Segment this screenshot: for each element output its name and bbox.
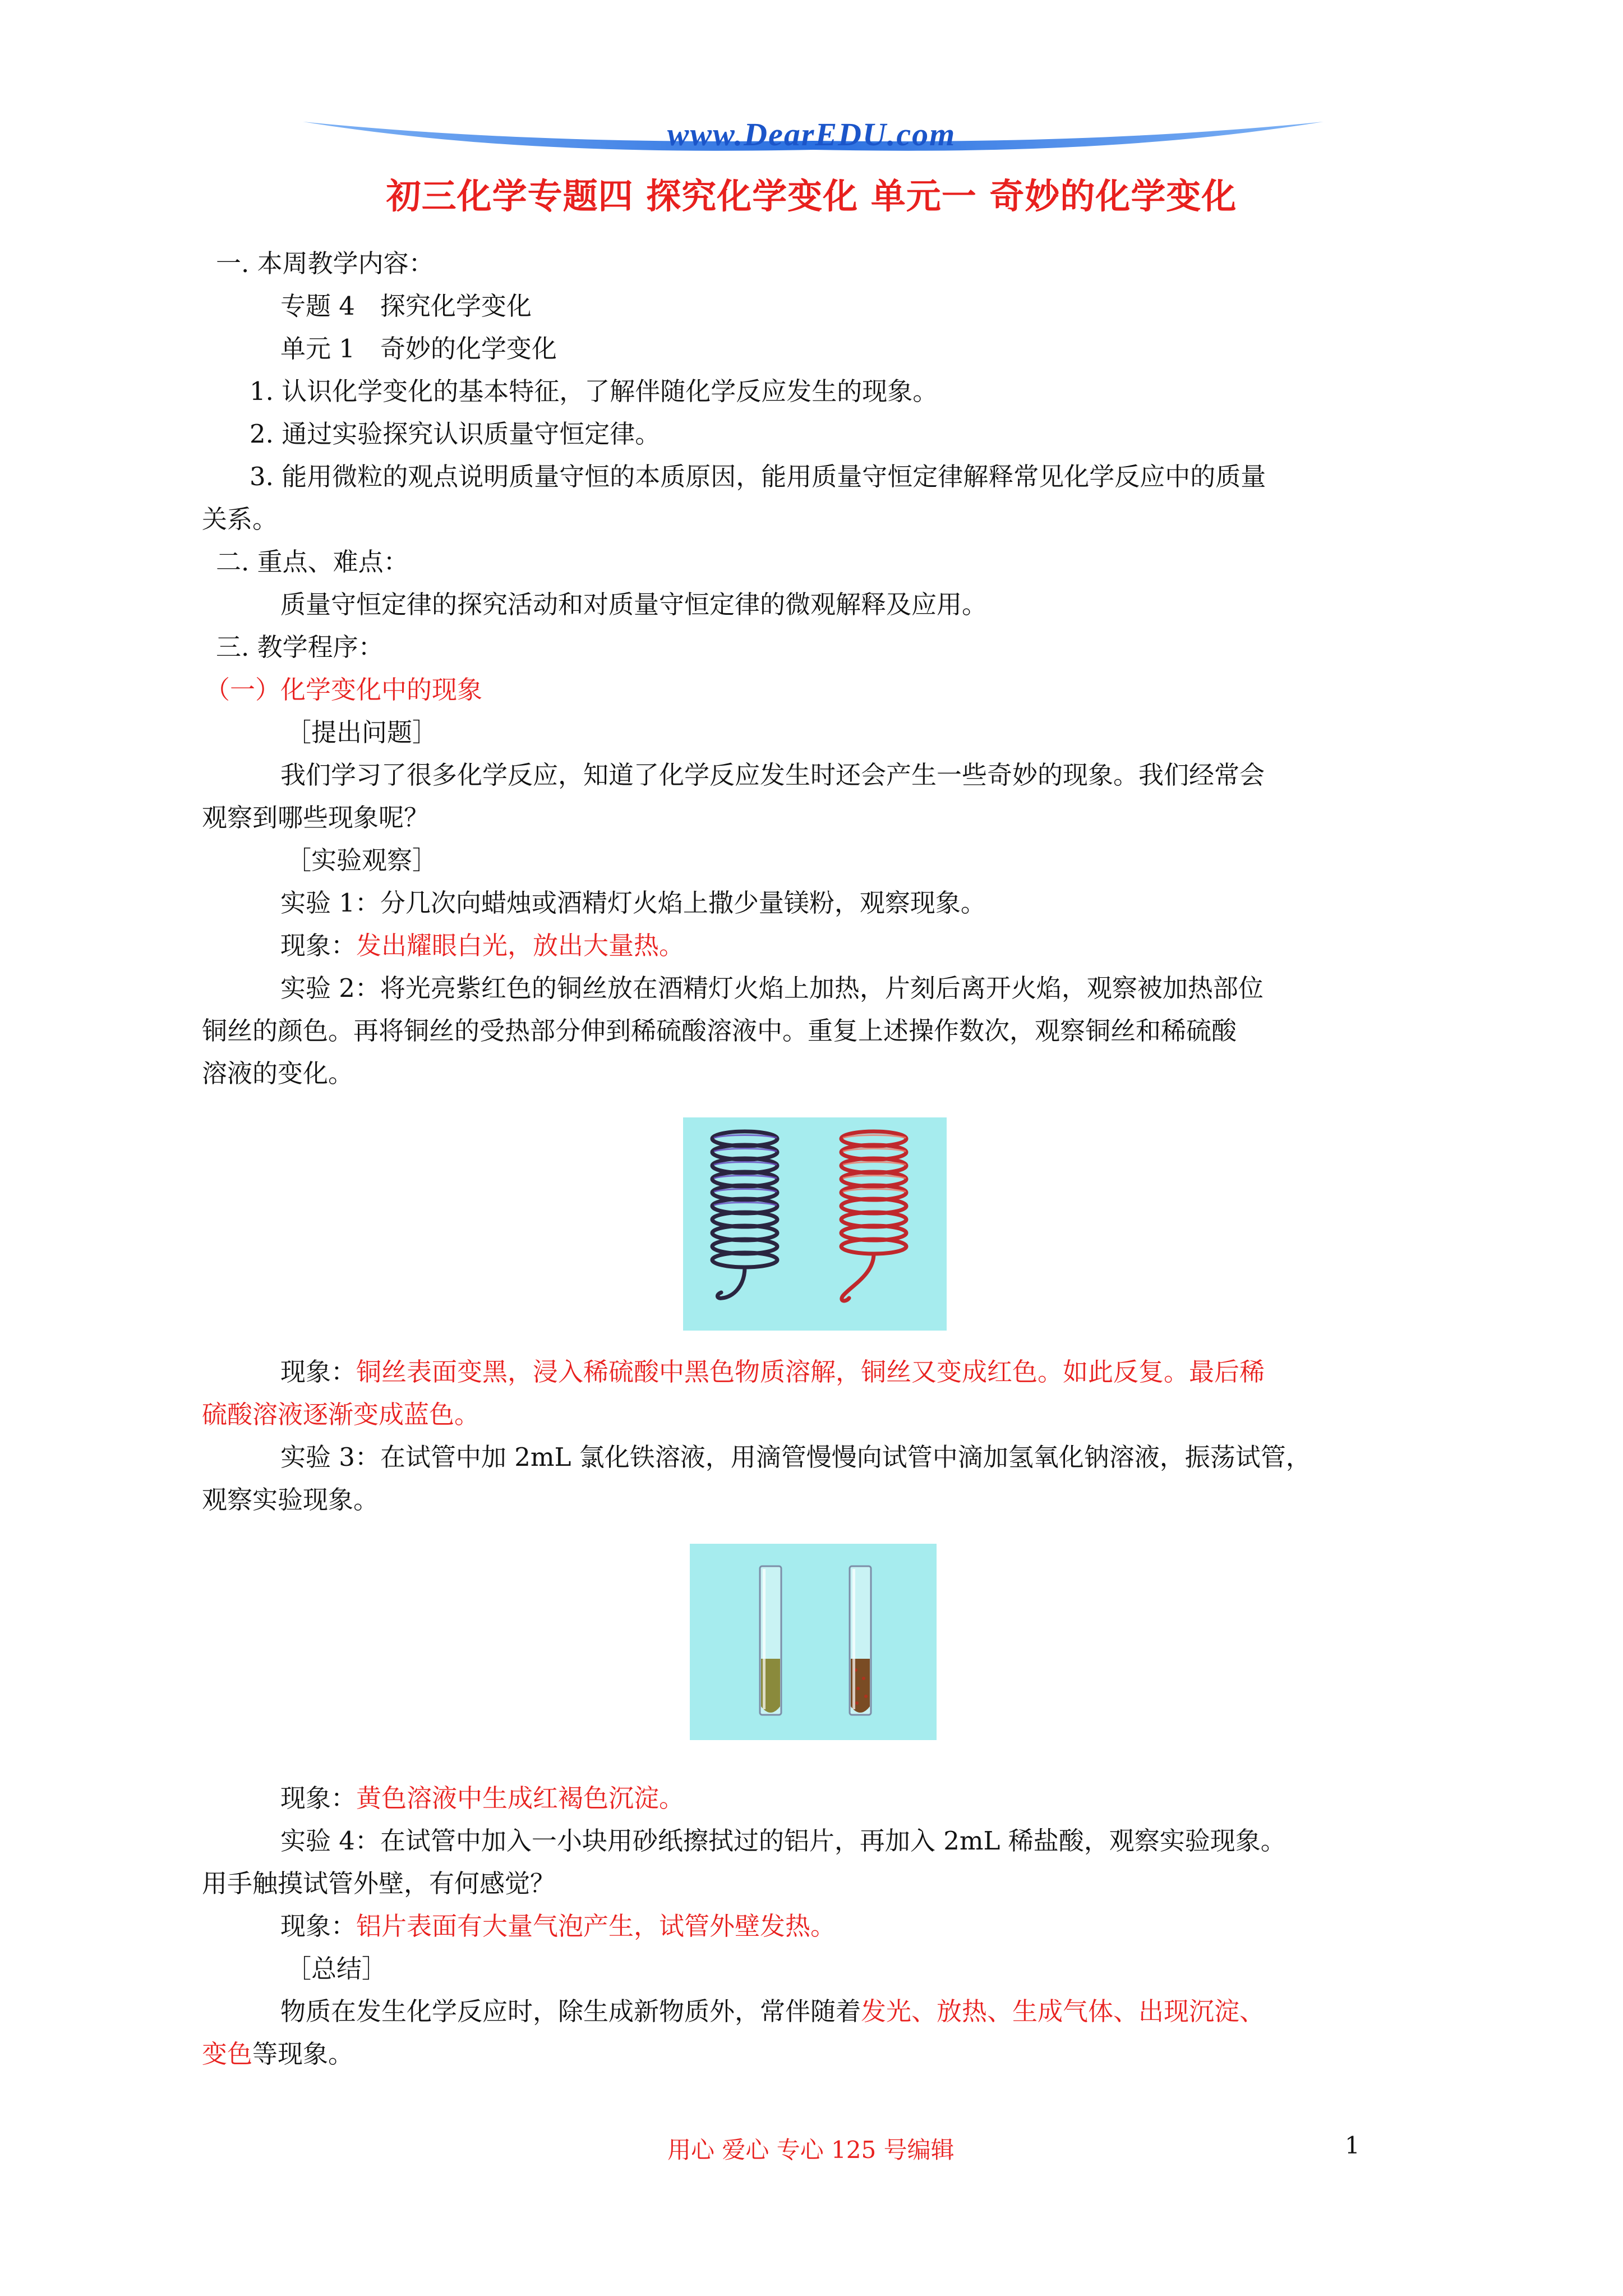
summary-line	[280, 1997, 1265, 2026]
paragraph-line: 1. 认识化学变化的基本特征，了解伴随化学反应发生的现象。	[250, 376, 938, 406]
phenomenon-1	[280, 931, 684, 960]
test-tubes-drawing	[690, 1544, 937, 1740]
paragraph-line: 用手触摸试管外壁，有何感觉？	[202, 1869, 556, 1898]
paragraph-line: 单元 1 奇妙的化学变化	[280, 334, 557, 364]
section-heading: 一. 本周教学内容：	[216, 249, 434, 278]
phenomenon-3	[280, 1784, 684, 1813]
paragraph-line: 2. 通过实验探究认识质量守恒定律。	[250, 419, 661, 449]
summary-text: 物质在发生化学反应时，除生成新物质外，常伴随着	[280, 1996, 861, 2026]
summary-line	[202, 2040, 353, 2069]
paragraph-line: 质量守恒定律的探究活动和对质量守恒定律的微观解释及应用。	[280, 590, 988, 619]
phenomenon-text: 硫酸溶液逐渐变成蓝色。	[202, 1400, 480, 1429]
paragraph-line: 铜丝的颜色。再将铜丝的受热部分伸到稀硫酸溶液中。重复上述操作数次，观察铜丝和稀硫酸	[202, 1016, 1237, 1046]
bracket-heading: ［总结］	[286, 1954, 388, 1984]
phenomenon-label: 现象：	[280, 1911, 357, 1941]
phenomenon-text: 发出耀眼白光，放出大量热。	[356, 931, 685, 960]
experiment-3: 实验 3：在试管中加 2mL 氯化铁溶液，用滴管慢慢向试管中滴加氢氧化钠溶液，振荡试管，	[280, 1442, 1311, 1472]
summary-highlight: 变色	[202, 2039, 253, 2069]
phenomenon-label: 现象：	[280, 1357, 357, 1387]
paragraph-line: 观察实验现象。	[202, 1485, 379, 1515]
phenomenon-text: 黄色溶液中生成红褐色沉淀。	[356, 1783, 685, 1813]
subsection-heading: （一）化学变化中的现象	[205, 675, 483, 705]
page-number: 1	[1345, 2132, 1360, 2159]
section-heading: 二. 重点、难点：	[216, 547, 409, 577]
phenomenon-label: 现象：	[280, 931, 357, 960]
phenomenon-text: 铜丝表面变黑，浸入稀硫酸中黑色物质溶解，铜丝又变成红色。如此反复。最后稀	[356, 1357, 1265, 1387]
paragraph-line: 观察到哪些现象呢？	[202, 803, 430, 832]
experiment-2: 实验 2：将光亮紫红色的铜丝放在酒精灯火焰上加热，片刻后离开火焰，观察被加热部位	[280, 973, 1264, 1003]
paragraph-line: 溶液的变化。	[202, 1059, 354, 1088]
paragraph-line: 我们学习了很多化学反应，知道了化学反应发生时还会产生一些奇妙的现象。我们经常会	[280, 760, 1265, 790]
paragraph-line: 3. 能用微粒的观点说明质量守恒的本质原因，能用质量守恒定律解释常见化学反应中的质量	[250, 462, 1266, 491]
paragraph-line: 关系。	[202, 504, 278, 534]
copper-coils-image	[683, 1117, 947, 1331]
phenomenon-4	[280, 1912, 836, 1941]
experiment-1: 实验 1：分几次向蜡烛或酒精灯火焰上撒少量镁粉，观察现象。	[280, 888, 986, 918]
phenomenon-2	[280, 1358, 1265, 1387]
page-title: 初三化学专题四 探究化学变化 单元一 奇妙的化学变化	[386, 176, 1237, 217]
copper-coils-drawing	[683, 1117, 947, 1331]
test-tubes-image	[690, 1544, 937, 1740]
summary-highlight: 发光、放热、生成气体、出现沉淀、	[861, 1996, 1265, 2026]
experiment-4: 实验 4：在试管中加入一小块用砂纸擦拭过的铝片，再加入 2mL 稀盐酸，观察实验现象。	[280, 1826, 1286, 1856]
bracket-heading: ［实验观察］	[286, 845, 438, 875]
footer-text: 用心 爱心 专心 125 号编辑	[667, 2136, 955, 2164]
logo-text: www.DearEDU.com	[667, 116, 956, 153]
summary-text: 等现象。	[252, 2039, 354, 2069]
paragraph-line: 专题 4 探究化学变化	[280, 291, 532, 321]
phenomenon-text: 铝片表面有大量气泡产生，试管外壁发热。	[356, 1911, 836, 1941]
bracket-heading: ［提出问题］	[286, 717, 438, 747]
section-heading: 三. 教学程序：	[216, 632, 384, 662]
phenomenon-label: 现象：	[280, 1783, 357, 1813]
